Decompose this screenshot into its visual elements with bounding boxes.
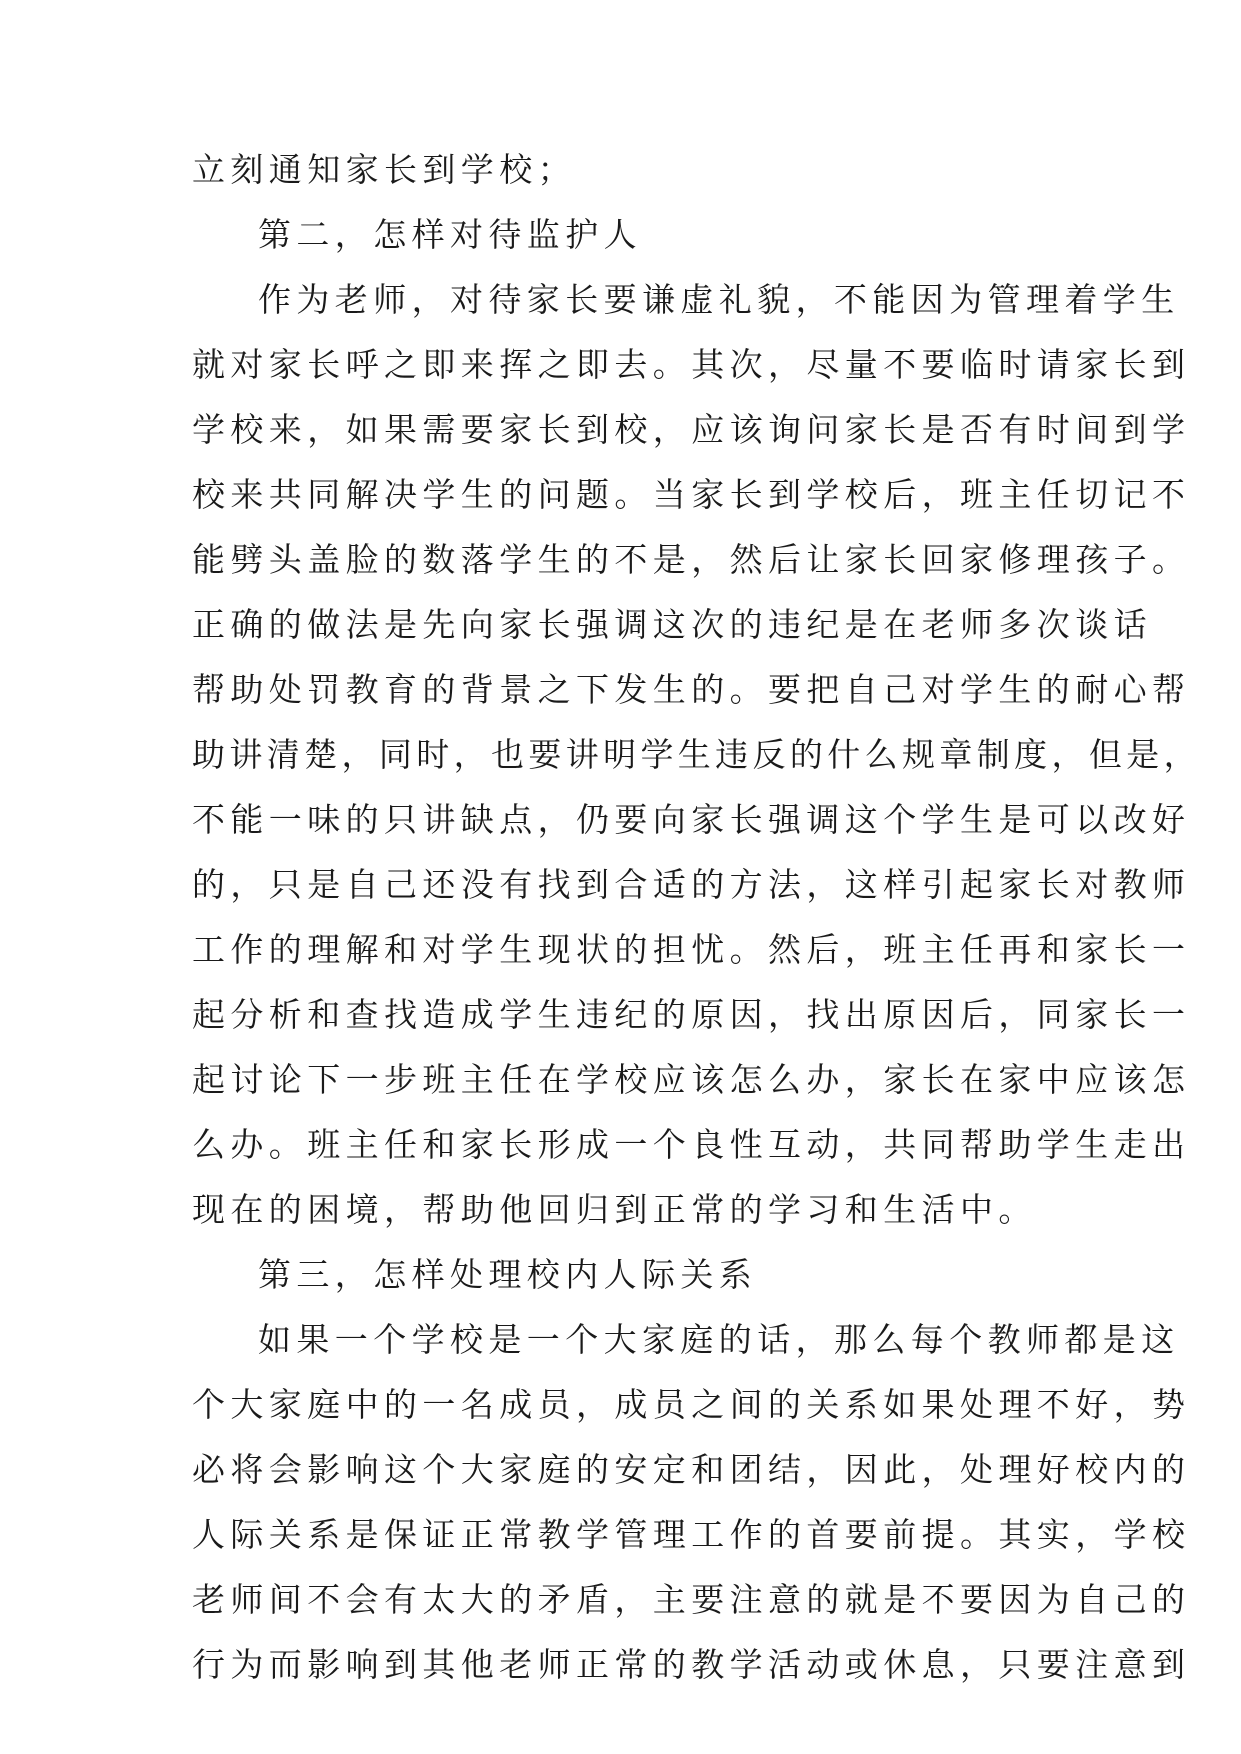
text-line: 正确的做法是先向家长强调这次的违纪是在老师多次谈话 — [192, 605, 1152, 644]
text-line: 立刻通知家长到学校； — [192, 150, 576, 189]
text-line: 么办。班主任和家长形成一个良性互动，共同帮助学生走出 — [192, 1125, 1191, 1164]
text-line: 校来共同解决学生的问题。当家长到学校后，班主任切记不 — [192, 475, 1191, 514]
section-heading: 第二，怎样对待监护人 — [258, 215, 642, 254]
text-line: 人际关系是保证正常教学管理工作的首要前提。其实，学校 — [192, 1515, 1191, 1554]
text-line: 工作的理解和对学生现状的担忧。然后，班主任再和家长一 — [192, 930, 1191, 969]
paragraph-line: 作为老师，对待家长要谦虚礼貌，不能因为管理着学生 — [258, 280, 1180, 319]
text-line: 行为而影响到其他老师正常的教学活动或休息，只要注意到 — [192, 1645, 1191, 1684]
text-line: 起讨论下一步班主任在学校应该怎么办，家长在家中应该怎 — [192, 1060, 1191, 1099]
text-line: 不能一味的只讲缺点，仍要向家长强调这个学生是可以改好 — [192, 800, 1191, 839]
text-line: 学校来，如果需要家长到校，应该询问家长是否有时间到学 — [192, 410, 1191, 449]
text-line: 帮助处罚教育的背景之下发生的。要把自己对学生的耐心帮 — [192, 670, 1191, 709]
text-line: 就对家长呼之即来挥之即去。其次，尽量不要临时请家长到 — [192, 345, 1191, 384]
section-heading: 第三，怎样处理校内人际关系 — [258, 1255, 758, 1294]
text-line: 起分析和查找造成学生违纪的原因，找出原因后，同家长一 — [192, 995, 1191, 1034]
paragraph-line: 如果一个学校是一个大家庭的话，那么每个教师都是这 — [258, 1320, 1180, 1359]
text-line: 助讲清楚，同时，也要讲明学生违反的什么规章制度，但是， — [192, 735, 1201, 774]
text-line: 现在的困境，帮助他回归到正常的学习和生活中。 — [192, 1190, 1037, 1229]
text-line: 必将会影响这个大家庭的安定和团结，因此，处理好校内的 — [192, 1450, 1191, 1489]
text-line: 个大家庭中的一名成员，成员之间的关系如果处理不好，势 — [192, 1385, 1191, 1424]
text-line: 老师间不会有太大的矛盾，主要注意的就是不要因为自己的 — [192, 1580, 1191, 1619]
text-line: 能劈头盖脸的数落学生的不是，然后让家长回家修理孩子。 — [192, 540, 1191, 579]
text-line: 的，只是自己还没有找到合适的方法，这样引起家长对教师 — [192, 865, 1191, 904]
